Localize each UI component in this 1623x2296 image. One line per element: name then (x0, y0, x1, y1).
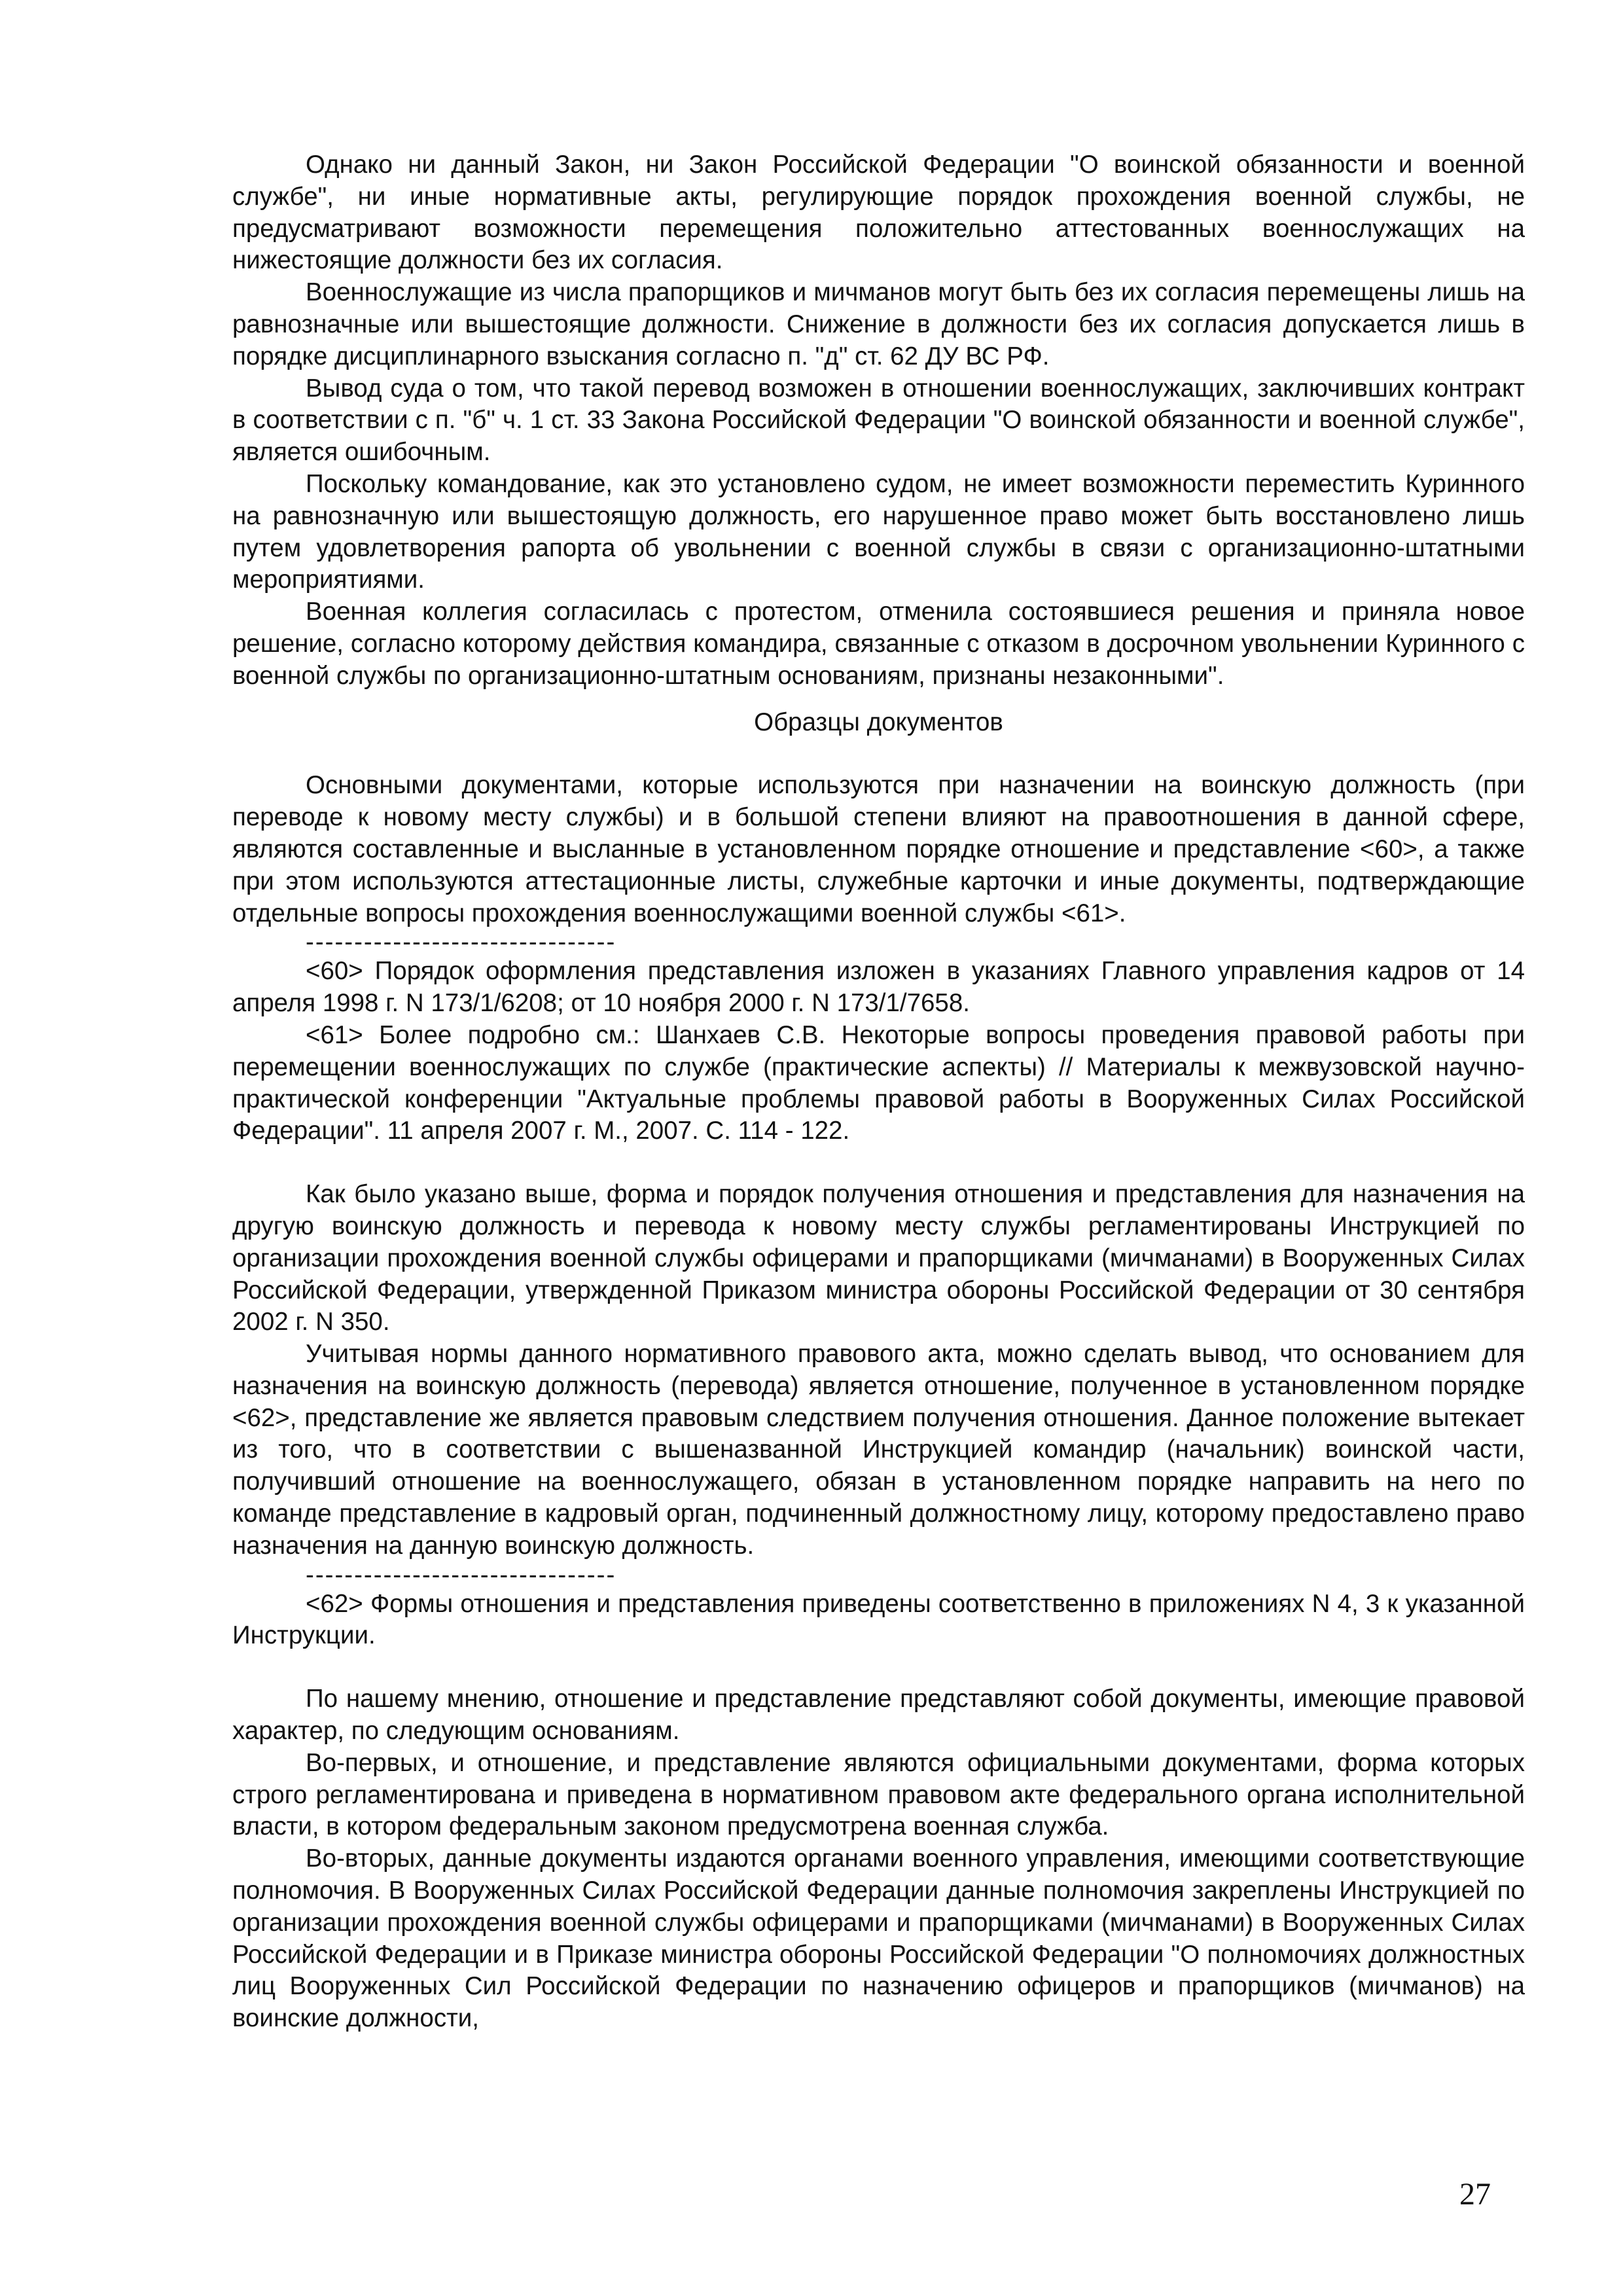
document-page (232, 149, 1525, 2035)
paragraph: По нашему мнению, отношение и представление представляют собой документы, имеющие правовой характер, по следующим основаниям. (232, 1685, 1525, 1746)
footnote: <60> Порядок оформления представления изложен в указаниях Главного управления кадров от 14 апреля 1998 г. N 173/1/6208; от 10 ноября 2000 г. N 173/1/7658. (232, 957, 1525, 1018)
footnote-separator: -------------------------------- (306, 928, 616, 957)
footnote: <61> Более подробно см.: Шанхаев С.В. Некоторые вопросы проведения правовой работы при перемещении военнослужащих по службе (практические аспекты) // Материалы к межвузовской научно-практической конференции "Актуальные проблемы правовой работы в Вооруженных Силах Российской Федерации". 11 апреля 2007 г. М., 2007. С. 114 - 122. (232, 1020, 1525, 1145)
page-number: 27 (1459, 2177, 1491, 2212)
paragraph: Во-вторых, данные документы издаются органами военного управления, имеющими соответствующие полномочия. В Вооруженных Силах Российской Федерации данные полномочия закреплены Инструкцией по организации прохождения военной службы офицерами и прапорщиками (мичманами) в Вооруженных Силах Российской Федерации и в Приказе министра обороны Российской Федерации "О полномочиях должностных лиц Вооруженных Сил Российской Федерации по назначению офицеров и прапорщиков (мичманов) на воинские должности, (232, 1844, 1525, 2033)
paragraph: Поскольку командование, как это установлено судом, не имеет возможности переместить Куринного на равнозначную или вышестоящую должность, его нарушенное право может быть восстановлено лишь путем удовлетворения рапорта об увольнении с военной службы в связи с организационно-штатными мероприятиями. (232, 469, 1525, 594)
footnote-separator: -------------------------------- (306, 1560, 616, 1589)
paragraph: Учитывая нормы данного нормативного правового акта, можно сделать вывод, что основанием для назначения на воинскую должность (перевода) является отношение, полученное в установленном порядке <62>, представление же является правовым следствием получения отношения. Данное положение вытекает из того, что в соответствии с вышеназванной Инструкцией командир (начальник) воинской части, получивший отношение на военнослужащего, обязан в установленном порядке направить на него по команде представление в кадровый орган, подчиненный должностному лицу, которому предоставлено право назначения на данную воинскую должность. (232, 1340, 1525, 1560)
spacer (232, 1147, 1525, 1179)
section-heading: Образцы документов (754, 708, 1003, 736)
paragraph: Однако ни данный Закон, ни Закон Российской Федерации "О воинской обязанности и военной службе", ни иные нормативные акты, регулирующие порядок прохождения военной службы, не предусматривают возможности перемещения положительно аттестованных военнослужащих на нижестоящие должности без их согласия. (232, 151, 1525, 275)
paragraph: Основными документами, которые используются при назначении на воинскую должность (при переводе к новому месту службы) и в большой степени влияют на правоотношения в данной сфере, являются составленные и высланные в установленном порядке отношение и представление <60>, а также при этом используются аттестационные листы, служебные карточки и иные документы, подтверждающие отдельные вопросы прохождения военнослужащими военной службы <61>. (232, 771, 1525, 927)
paragraph: Во-первых, и отношение, и представление являются официальными документами, форма которых строго регламентирована и приведена в нормативном правовом акте федерального органа исполнительной власти, в котором федеральным законом предусмотрена военная служба. (232, 1748, 1525, 1841)
paragraph: Военная коллегия согласилась с протестом, отменила состоявшиеся решения и приняла новое решение, согласно которому действия командира, связанные с отказом в досрочном увольнении Куринного с военной службы по организационно-штатным основаниям, признаны незаконными". (232, 598, 1525, 690)
footnote: <62> Формы отношения и представления приведены соответственно в приложениях N 4, 3 к указанной Инструкции. (232, 1589, 1525, 1650)
paragraph: Военнослужащие из числа прапорщиков и мичманов могут быть без их согласия перемещены лишь на равнозначные или вышестоящие должности. Снижение в должности без их согласия допускается лишь в порядке дисциплинарного взыскания согласно п. "д" ст. 62 ДУ ВС РФ. (232, 278, 1525, 370)
spacer (232, 1652, 1525, 1683)
paragraph: Как было указано выше, форма и порядок получения отношения и представления для назначения на другую воинскую должность и перевода к новому месту службы регламентированы Инструкцией по организации прохождения военной службы офицерами и прапорщиками (мичманами) в Вооруженных Силах Российской Федерации, утвержденной Приказом министра обороны Российской Федерации от 30 сентября 2002 г. N 350. (232, 1180, 1525, 1336)
paragraph: Вывод суда о том, что такой перевод возможен в отношении военнослужащих, заключивших контракт в соответствии с п. "б" ч. 1 ст. 33 Закона Российской Федерации "О воинской обязанности и военной службе", является ошибочным. (232, 374, 1525, 467)
